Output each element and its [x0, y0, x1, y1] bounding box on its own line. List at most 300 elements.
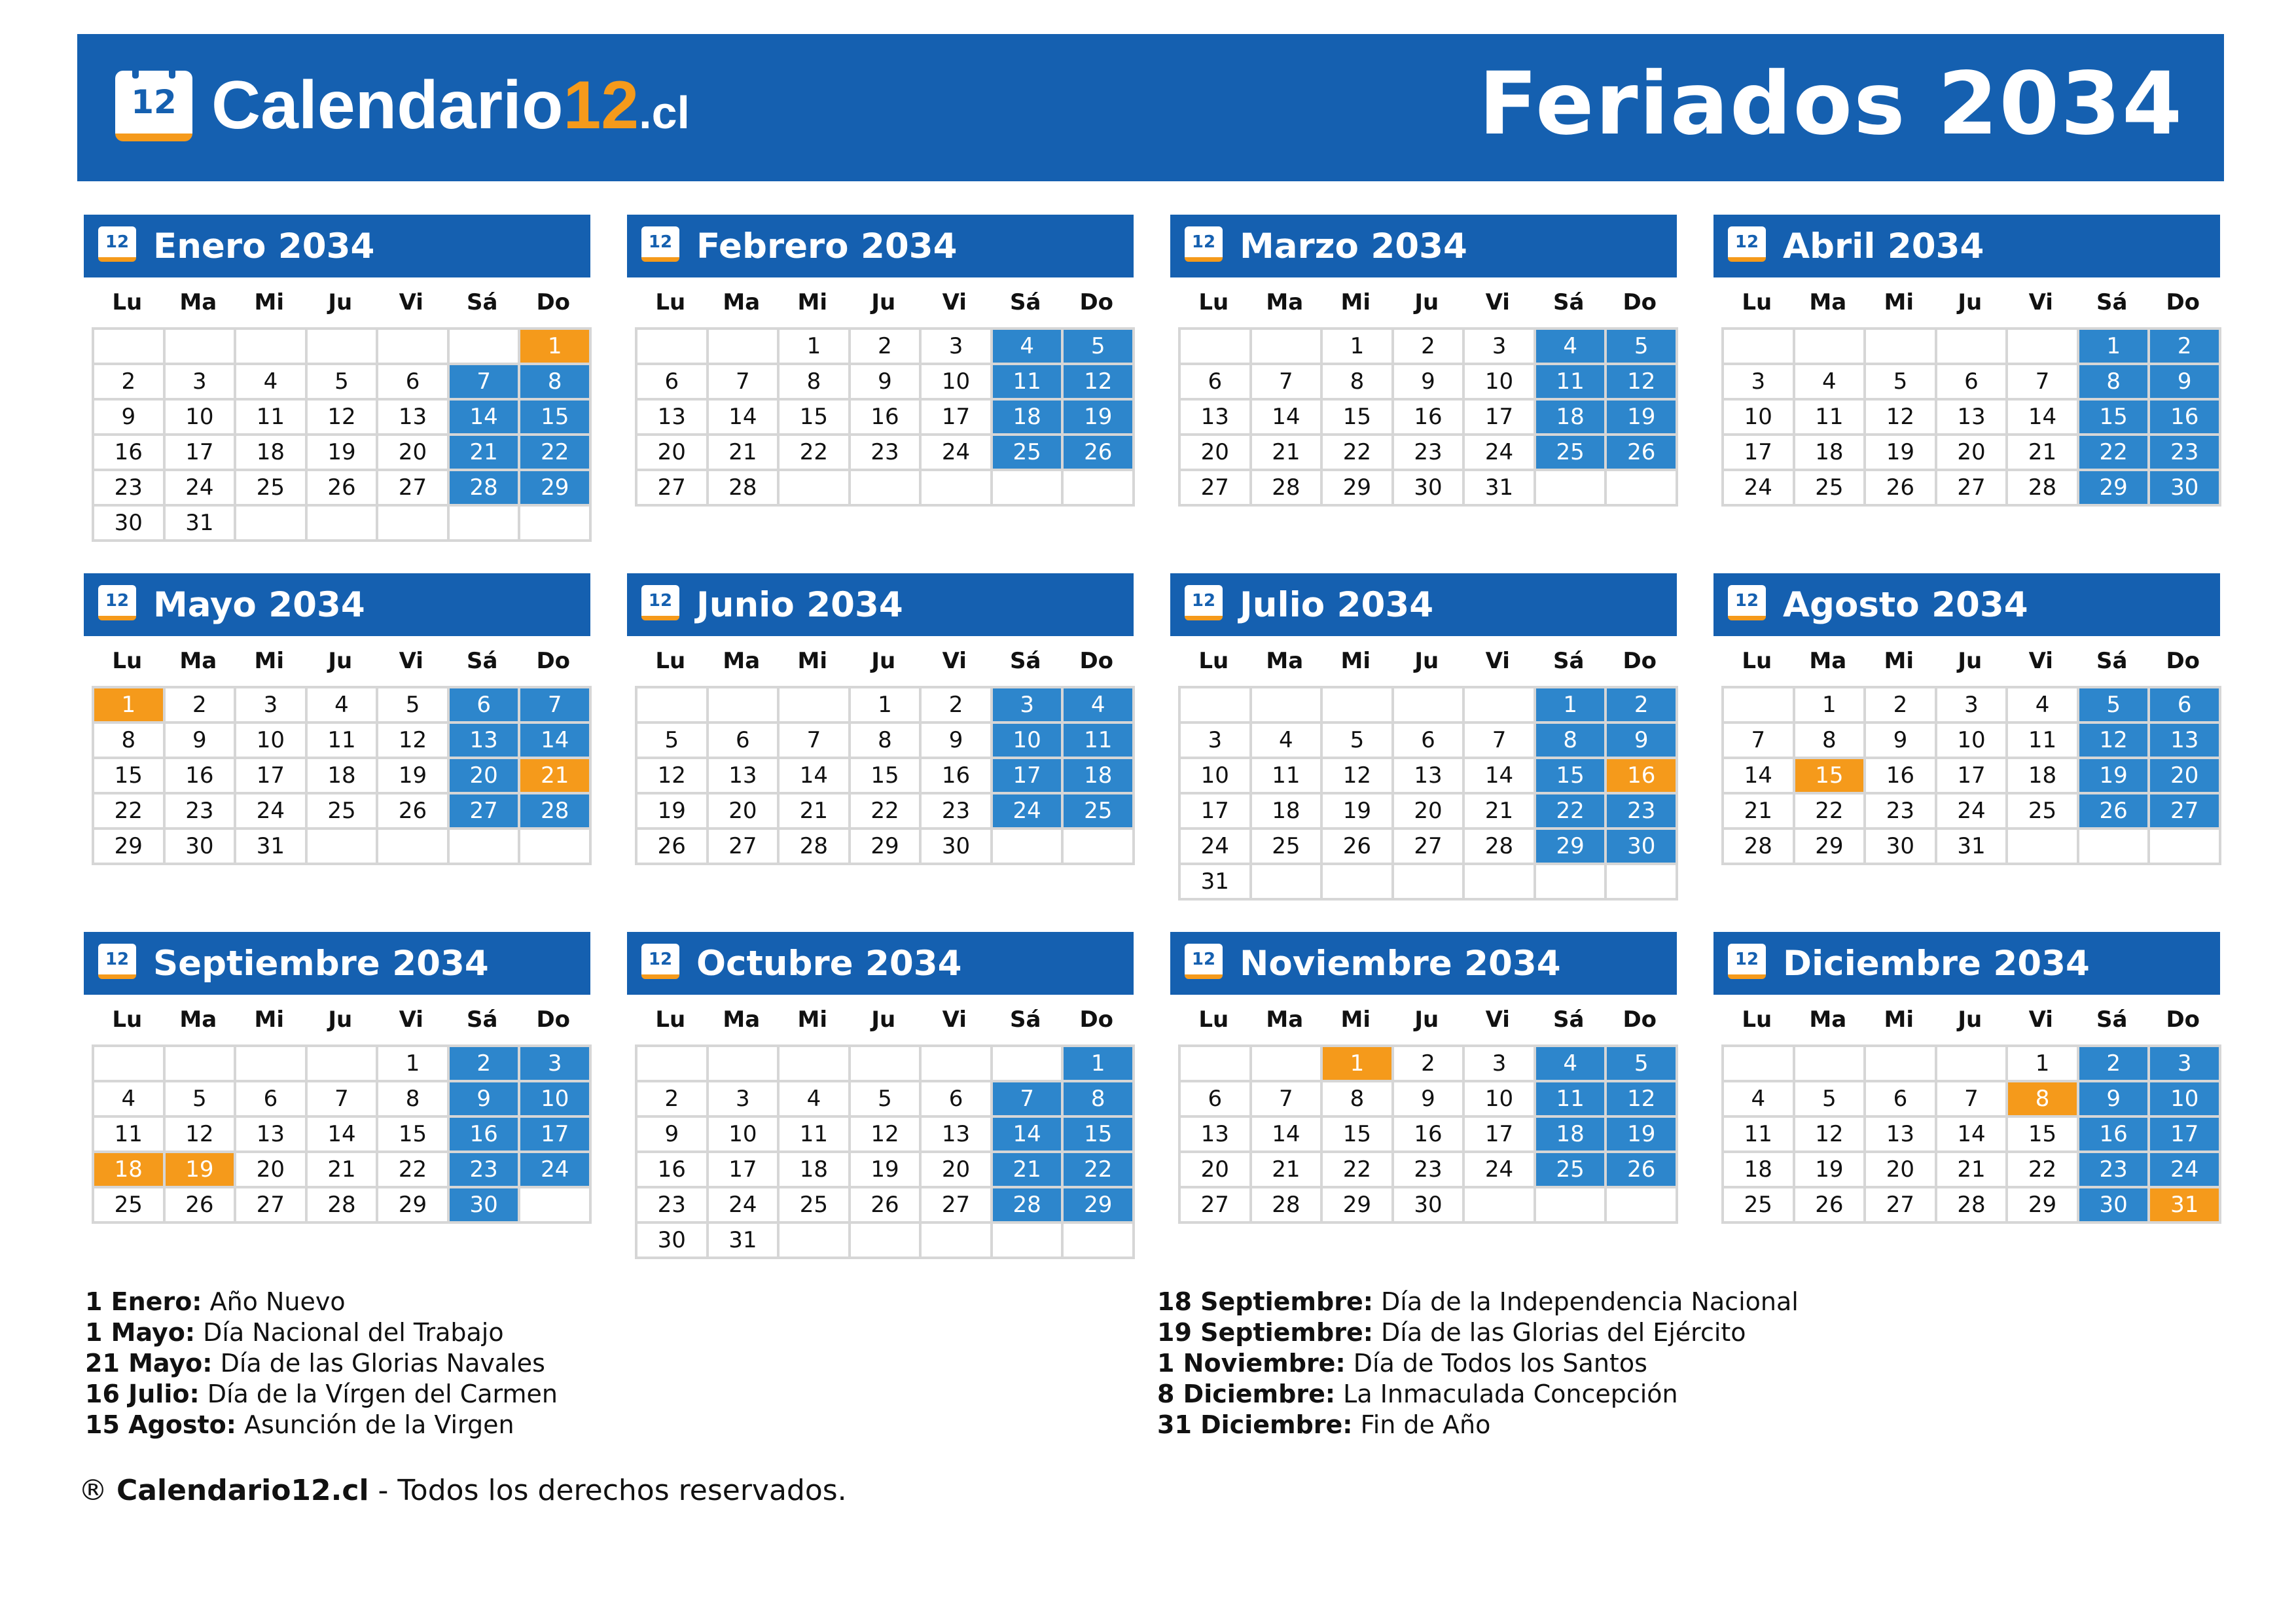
day-cell: 2: [637, 1082, 709, 1118]
day-cell: 10: [1465, 365, 1536, 401]
day-cell: 2: [2150, 330, 2221, 365]
day-cell: 26: [1866, 471, 1937, 507]
weekday-label: Lu: [112, 648, 143, 674]
day-cell: 2: [166, 688, 237, 724]
month-7: [1170, 573, 1677, 901]
empty-day-cell: [1181, 330, 1252, 365]
day-cell: 7: [2008, 365, 2079, 401]
weekday-label: Do: [536, 1007, 571, 1033]
weekday-label: Do: [536, 289, 571, 315]
day-cell: 29: [520, 471, 592, 507]
day-cell: 18: [1536, 401, 1607, 436]
month-title: Enero 2034: [153, 226, 375, 266]
day-cell: 28: [1937, 1188, 2009, 1224]
empty-day-cell: [378, 830, 450, 865]
day-cell: 19: [1866, 436, 1937, 471]
day-cell: 11: [94, 1118, 166, 1153]
day-cell: 25: [1536, 436, 1607, 471]
day-cell: 7: [709, 365, 780, 401]
day-cell: 16: [1607, 759, 1678, 794]
day-cell: 8: [378, 1082, 450, 1118]
day-cell: 31: [2150, 1188, 2221, 1224]
empty-day-cell: [2008, 330, 2079, 365]
day-cell: 15: [2008, 1118, 2079, 1153]
empty-day-cell: [780, 688, 851, 724]
day-cell: 17: [1724, 436, 1795, 471]
day-cell: 18: [1252, 794, 1323, 830]
day-cell: 28: [450, 471, 521, 507]
day-cell: 7: [1937, 1082, 2009, 1118]
day-grid: [635, 1044, 1135, 1259]
day-cell: 19: [1607, 401, 1678, 436]
day-cell: 15: [1323, 401, 1394, 436]
weekday-label: Sá: [1010, 289, 1041, 315]
day-cell: 3: [1937, 688, 2009, 724]
day-cell: 21: [1465, 794, 1536, 830]
month-header: [84, 932, 590, 995]
weekday-label: Ma: [1266, 289, 1304, 315]
month-3: [1170, 215, 1677, 507]
legend-item: [85, 1348, 558, 1379]
weekday-label: Vi: [399, 289, 423, 315]
weekday-label: Ma: [1266, 648, 1304, 674]
weekday-header-row: [635, 277, 1134, 327]
day-cell: 12: [1607, 365, 1678, 401]
day-cell: 30: [1866, 830, 1937, 865]
day-cell: 2: [851, 330, 922, 365]
empty-day-cell: [236, 330, 308, 365]
day-cell: 2: [94, 365, 166, 401]
day-cell: 15: [1323, 1118, 1394, 1153]
legend-holiday-name: Día de las Glorias Navales: [212, 1349, 545, 1378]
day-cell: 24: [993, 794, 1064, 830]
day-grid: [635, 686, 1135, 865]
weekday-label: Do: [2166, 648, 2200, 674]
legend-date: 31 Diciembre:: [1157, 1410, 1353, 1439]
legend-holiday-name: Fin de Año: [1352, 1410, 1491, 1439]
day-cell: 27: [2150, 794, 2221, 830]
day-cell: 3: [993, 688, 1064, 724]
day-cell: 19: [1323, 794, 1394, 830]
day-cell: 14: [308, 1118, 379, 1153]
weekday-label: Ma: [179, 1007, 217, 1033]
day-cell: 28: [1252, 471, 1323, 507]
day-cell: 4: [2008, 688, 2079, 724]
weekday-header-row: [635, 636, 1134, 686]
weekday-label: Ju: [1414, 289, 1439, 315]
day-cell: 27: [1937, 471, 2009, 507]
day-cell: 6: [378, 365, 450, 401]
weekday-label: Mi: [1340, 1007, 1371, 1033]
month-header: [1713, 573, 2220, 636]
weekday-label: Lu: [112, 289, 143, 315]
day-cell: 26: [378, 794, 450, 830]
day-cell: 30: [166, 830, 237, 865]
legend-item: [1157, 1287, 1799, 1317]
day-cell: 29: [2008, 1188, 2079, 1224]
day-cell: 31: [166, 507, 237, 542]
day-cell: 14: [993, 1118, 1064, 1153]
calendar-icon: 12: [98, 226, 136, 262]
weekday-label: Mi: [797, 289, 827, 315]
day-cell: 22: [378, 1153, 450, 1188]
legend-date: 18 Septiembre:: [1157, 1287, 1373, 1316]
weekday-label: Sá: [1010, 648, 1041, 674]
day-cell: 9: [1607, 724, 1678, 759]
day-cell: 20: [1866, 1153, 1937, 1188]
day-cell: 26: [166, 1188, 237, 1224]
day-cell: 26: [1064, 436, 1135, 471]
weekday-label: Ma: [1809, 648, 1847, 674]
footer: [79, 1474, 847, 1507]
empty-day-cell: [1252, 688, 1323, 724]
empty-day-cell: [308, 1047, 379, 1082]
weekday-label: Ju: [871, 1007, 896, 1033]
day-cell: 22: [520, 436, 592, 471]
day-cell: 6: [709, 724, 780, 759]
day-cell: 5: [1866, 365, 1937, 401]
calendar-icon: 12: [98, 585, 136, 620]
day-cell: 25: [2008, 794, 2079, 830]
month-title: Mayo 2034: [153, 585, 365, 625]
day-cell: 26: [637, 830, 709, 865]
month-2: [627, 215, 1134, 507]
day-cell: 12: [637, 759, 709, 794]
weekday-label: Ma: [723, 289, 761, 315]
legend-holiday-name: Día Nacional del Trabajo: [195, 1318, 504, 1347]
day-cell: 22: [94, 794, 166, 830]
day-cell: 13: [1181, 401, 1252, 436]
weekday-label: Ju: [1958, 1007, 1982, 1033]
empty-day-cell: [993, 1224, 1064, 1259]
day-cell: 12: [1866, 401, 1937, 436]
weekday-label: Mi: [1340, 648, 1371, 674]
day-cell: 20: [2150, 759, 2221, 794]
empty-day-cell: [1465, 865, 1536, 901]
day-cell: 1: [1323, 1047, 1394, 1082]
day-cell: 13: [1866, 1118, 1937, 1153]
weekday-header-row: [92, 636, 590, 686]
day-cell: 18: [308, 759, 379, 794]
day-cell: 14: [1252, 401, 1323, 436]
legend-item: [1157, 1348, 1799, 1379]
day-cell: 14: [450, 401, 521, 436]
day-cell: 23: [1394, 1153, 1465, 1188]
empty-day-cell: [780, 471, 851, 507]
empty-day-cell: [1795, 1047, 1867, 1082]
day-cell: 15: [94, 759, 166, 794]
logo-icon-number: 12: [131, 83, 177, 121]
day-cell: 17: [166, 436, 237, 471]
day-cell: 8: [2079, 365, 2151, 401]
day-grid: [92, 327, 592, 542]
day-cell: 21: [993, 1153, 1064, 1188]
day-cell: 10: [1937, 724, 2009, 759]
weekday-label: Sá: [1553, 289, 1585, 315]
day-cell: 26: [1795, 1188, 1867, 1224]
legend-item: [1157, 1410, 1799, 1440]
day-cell: 16: [166, 759, 237, 794]
empty-day-cell: [94, 1047, 166, 1082]
day-cell: 27: [378, 471, 450, 507]
weekday-label: Sá: [1010, 1007, 1041, 1033]
empty-day-cell: [520, 1188, 592, 1224]
day-cell: 4: [993, 330, 1064, 365]
day-cell: 26: [1607, 1153, 1678, 1188]
weekday-label: Ma: [723, 648, 761, 674]
day-cell: 29: [2079, 471, 2151, 507]
day-cell: 11: [1064, 724, 1135, 759]
empty-day-cell: [1536, 1188, 1607, 1224]
empty-day-cell: [1724, 330, 1795, 365]
day-cell: 27: [236, 1188, 308, 1224]
day-cell: 12: [1064, 365, 1135, 401]
day-cell: 6: [450, 688, 521, 724]
legend-date: 8 Diciembre:: [1157, 1380, 1336, 1408]
month-12: [1713, 932, 2220, 1224]
empty-day-cell: [1252, 865, 1323, 901]
weekday-label: Ma: [1809, 289, 1847, 315]
day-cell: 2: [450, 1047, 521, 1082]
weekday-label: Mi: [1340, 289, 1371, 315]
day-cell: 1: [2079, 330, 2151, 365]
month-6: [627, 573, 1134, 865]
legend-date: 19 Septiembre:: [1157, 1318, 1373, 1347]
legend-item: [85, 1287, 558, 1317]
day-cell: 12: [378, 724, 450, 759]
empty-day-cell: [1536, 865, 1607, 901]
day-cell: 7: [993, 1082, 1064, 1118]
day-cell: 26: [851, 1188, 922, 1224]
day-cell: 26: [1607, 436, 1678, 471]
day-cell: 20: [1937, 436, 2009, 471]
weekday-label: Do: [1623, 648, 1657, 674]
month-header: [627, 215, 1134, 277]
day-cell: 13: [709, 759, 780, 794]
logo-number: 12: [563, 67, 639, 143]
day-cell: 3: [2150, 1047, 2221, 1082]
day-cell: 24: [1465, 436, 1536, 471]
weekday-label: Lu: [655, 289, 686, 315]
legend-item: [85, 1410, 558, 1440]
day-cell: 4: [1536, 330, 1607, 365]
day-cell: 30: [922, 830, 993, 865]
weekday-label: Lu: [1198, 289, 1229, 315]
weekday-label: Ma: [179, 648, 217, 674]
day-cell: 8: [1064, 1082, 1135, 1118]
month-1: [84, 215, 590, 542]
empty-day-cell: [1937, 1047, 2009, 1082]
empty-day-cell: [94, 330, 166, 365]
day-cell: 24: [1724, 471, 1795, 507]
day-cell: 4: [780, 1082, 851, 1118]
month-title: Octubre 2034: [696, 944, 962, 984]
weekday-label: Ma: [179, 289, 217, 315]
weekday-label: Sá: [2096, 648, 2128, 674]
day-cell: 16: [922, 759, 993, 794]
day-cell: 15: [1536, 759, 1607, 794]
footer-brand[interactable]: Calendario12.cl: [117, 1474, 369, 1507]
empty-day-cell: [378, 330, 450, 365]
day-cell: 25: [1064, 794, 1135, 830]
day-cell: 25: [993, 436, 1064, 471]
day-grid: [92, 1044, 592, 1224]
day-cell: 25: [94, 1188, 166, 1224]
day-cell: 8: [1323, 1082, 1394, 1118]
day-cell: 2: [922, 688, 993, 724]
legend-item: [85, 1317, 558, 1348]
weekday-label: Ma: [723, 1007, 761, 1033]
empty-day-cell: [1181, 688, 1252, 724]
calendar-icon: 12: [1728, 226, 1766, 262]
calendar-icon: 12: [98, 944, 136, 979]
day-grid: [1721, 327, 2221, 507]
day-cell: 29: [851, 830, 922, 865]
empty-day-cell: [1795, 330, 1867, 365]
day-cell: 14: [1937, 1118, 2009, 1153]
day-cell: 26: [2079, 794, 2151, 830]
day-cell: 13: [1937, 401, 2009, 436]
site-logo[interactable]: [211, 68, 690, 143]
day-cell: 28: [520, 794, 592, 830]
day-cell: 13: [637, 401, 709, 436]
day-cell: 12: [1795, 1118, 1867, 1153]
day-cell: 27: [1866, 1188, 1937, 1224]
day-cell: 9: [851, 365, 922, 401]
day-cell: 2: [2079, 1047, 2151, 1082]
day-cell: 18: [1795, 436, 1867, 471]
day-cell: 7: [520, 688, 592, 724]
empty-day-cell: [1866, 330, 1937, 365]
day-cell: 19: [637, 794, 709, 830]
day-cell: 18: [780, 1153, 851, 1188]
empty-day-cell: [1724, 688, 1795, 724]
legend-date: 21 Mayo:: [85, 1349, 213, 1378]
weekday-label: Mi: [254, 289, 284, 315]
empty-day-cell: [166, 1047, 237, 1082]
day-cell: 29: [94, 830, 166, 865]
day-cell: 27: [709, 830, 780, 865]
day-cell: 22: [1064, 1153, 1135, 1188]
day-cell: 16: [1866, 759, 1937, 794]
day-cell: 23: [922, 794, 993, 830]
day-cell: 11: [1252, 759, 1323, 794]
day-cell: 30: [1394, 471, 1465, 507]
empty-day-cell: [1252, 330, 1323, 365]
calendar-icon: 12: [1185, 944, 1223, 979]
month-11: [1170, 932, 1677, 1224]
weekday-label: Sá: [2096, 1007, 2128, 1033]
day-cell: 7: [1252, 1082, 1323, 1118]
day-cell: 5: [166, 1082, 237, 1118]
day-cell: 20: [1181, 436, 1252, 471]
calendar-icon: 12: [641, 944, 679, 979]
weekday-label: Do: [2166, 1007, 2200, 1033]
weekday-label: Mi: [797, 648, 827, 674]
day-cell: 21: [308, 1153, 379, 1188]
month-header: [1170, 573, 1677, 636]
month-title: Julio 2034: [1240, 585, 1434, 625]
day-cell: 11: [2008, 724, 2079, 759]
day-cell: 11: [236, 401, 308, 436]
day-cell: 30: [637, 1224, 709, 1259]
empty-day-cell: [709, 1047, 780, 1082]
day-cell: 9: [166, 724, 237, 759]
weekday-header-row: [92, 277, 590, 327]
empty-day-cell: [450, 830, 521, 865]
day-cell: 25: [1724, 1188, 1795, 1224]
weekday-label: Mi: [1884, 648, 1914, 674]
day-grid: [1721, 686, 2221, 865]
weekday-label: Vi: [942, 1007, 967, 1033]
day-cell: 19: [378, 759, 450, 794]
month-title: Febrero 2034: [696, 226, 958, 266]
legend-holiday-name: Año Nuevo: [202, 1287, 346, 1316]
day-cell: 28: [2008, 471, 2079, 507]
weekday-header-row: [635, 995, 1134, 1044]
legend-holiday-name: La Inmaculada Concepción: [1335, 1380, 1678, 1408]
day-cell: 28: [1465, 830, 1536, 865]
day-cell: 29: [378, 1188, 450, 1224]
day-cell: 4: [1724, 1082, 1795, 1118]
day-cell: 25: [1252, 830, 1323, 865]
day-cell: 3: [1465, 330, 1536, 365]
day-cell: 2: [1394, 1047, 1465, 1082]
empty-day-cell: [1607, 865, 1678, 901]
day-cell: 8: [1323, 365, 1394, 401]
weekday-label: Vi: [1485, 648, 1510, 674]
day-cell: 16: [94, 436, 166, 471]
day-cell: 20: [709, 794, 780, 830]
day-cell: 24: [1181, 830, 1252, 865]
day-cell: 17: [993, 759, 1064, 794]
day-cell: 18: [1724, 1153, 1795, 1188]
day-cell: 14: [2008, 401, 2079, 436]
day-cell: 4: [308, 688, 379, 724]
day-cell: 21: [1724, 794, 1795, 830]
weekday-label: Mi: [1884, 1007, 1914, 1033]
empty-day-cell: [637, 688, 709, 724]
empty-day-cell: [1607, 471, 1678, 507]
day-cell: 25: [236, 471, 308, 507]
empty-day-cell: [2150, 830, 2221, 865]
legend-date: 16 Julio:: [85, 1380, 200, 1408]
day-cell: 23: [2079, 1153, 2151, 1188]
day-grid: [92, 686, 592, 865]
day-cell: 9: [922, 724, 993, 759]
day-cell: 14: [1724, 759, 1795, 794]
empty-day-cell: [1394, 688, 1465, 724]
day-cell: 25: [780, 1188, 851, 1224]
day-cell: 20: [450, 759, 521, 794]
day-cell: 4: [236, 365, 308, 401]
day-cell: 3: [1465, 1047, 1536, 1082]
day-cell: 23: [1607, 794, 1678, 830]
month-title: Noviembre 2034: [1240, 944, 1561, 984]
weekday-label: Ju: [1414, 648, 1439, 674]
month-9: [84, 932, 590, 1224]
day-cell: 22: [1795, 794, 1867, 830]
day-cell: 27: [1181, 471, 1252, 507]
empty-day-cell: [709, 330, 780, 365]
day-cell: 20: [922, 1153, 993, 1188]
day-cell: 12: [1607, 1082, 1678, 1118]
month-title: Abril 2034: [1783, 226, 1984, 266]
day-cell: 16: [1394, 401, 1465, 436]
day-cell: 17: [1937, 759, 2009, 794]
day-cell: 14: [520, 724, 592, 759]
weekday-label: Sá: [467, 289, 498, 315]
